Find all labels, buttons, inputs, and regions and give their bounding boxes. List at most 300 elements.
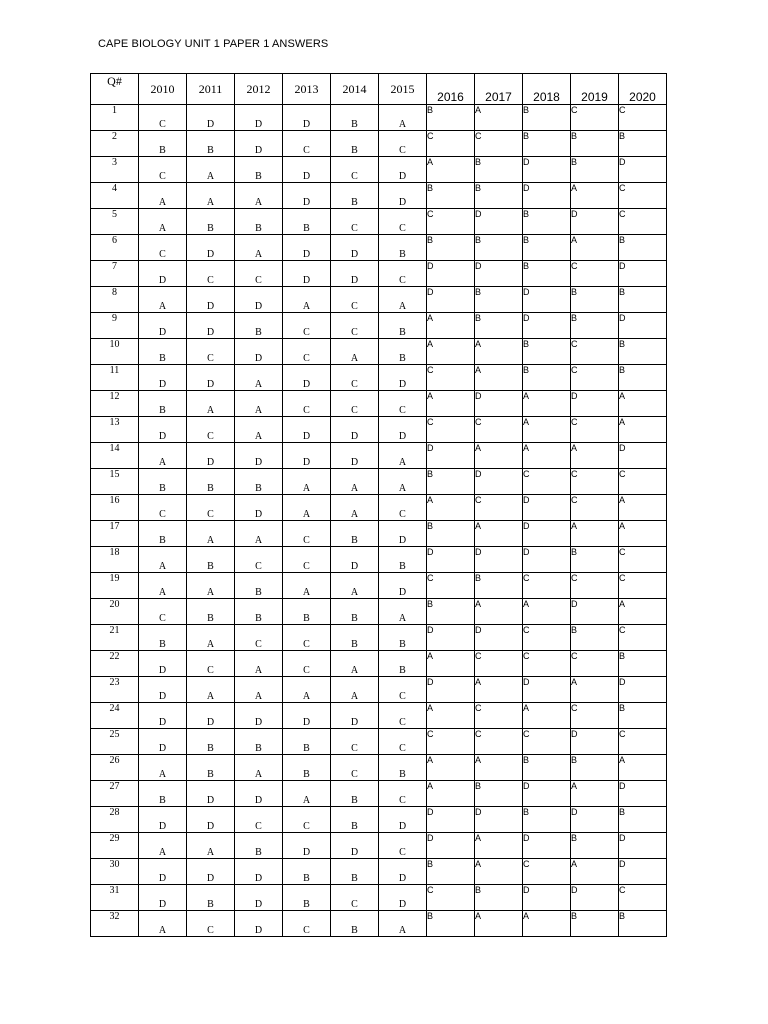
answer-cell: D	[331, 443, 379, 469]
answer-cell: D	[139, 807, 187, 833]
answer-cell: C	[619, 547, 667, 573]
answer-cell: C	[331, 755, 379, 781]
answer-cell: D	[283, 703, 331, 729]
answer-cell: D	[379, 573, 427, 599]
answer-cell: B	[619, 911, 667, 937]
question-number-cell: 19	[91, 573, 139, 599]
answer-cell: C	[379, 677, 427, 703]
answer-cell: B	[571, 755, 619, 781]
answer-cell: C	[619, 469, 667, 495]
answer-cell: C	[187, 417, 235, 443]
answer-cell: A	[283, 677, 331, 703]
answer-cell: B	[283, 209, 331, 235]
answer-cell: A	[187, 833, 235, 859]
question-number-cell: 13	[91, 417, 139, 443]
question-number-header: Q#	[91, 74, 139, 105]
answer-cell: D	[187, 703, 235, 729]
answer-table-body	[91, 105, 667, 937]
answer-cell: C	[283, 547, 331, 573]
answer-cell: D	[475, 547, 523, 573]
question-number-cell: 12	[91, 391, 139, 417]
answer-cell: A	[475, 365, 523, 391]
year-header: 2020	[619, 74, 667, 105]
answer-cell: D	[379, 885, 427, 911]
answer-cell: C	[571, 703, 619, 729]
answer-cell: C	[427, 131, 475, 157]
answer-cell: B	[523, 261, 571, 287]
answer-cell: B	[235, 209, 283, 235]
year-header: 2012	[235, 74, 283, 105]
answer-cell: A	[283, 573, 331, 599]
question-number-cell: 6	[91, 235, 139, 261]
table-row	[91, 313, 667, 339]
answer-cell: A	[427, 495, 475, 521]
table-row	[91, 521, 667, 547]
answer-cell: B	[139, 339, 187, 365]
answer-cell: B	[331, 859, 379, 885]
answer-cell: B	[475, 313, 523, 339]
answer-cell: B	[331, 599, 379, 625]
answer-cell: C	[379, 833, 427, 859]
answer-cell: D	[619, 157, 667, 183]
question-number-cell: 16	[91, 495, 139, 521]
table-row	[91, 573, 667, 599]
answer-cell: D	[235, 911, 283, 937]
answer-cell: D	[331, 833, 379, 859]
question-number-cell: 22	[91, 651, 139, 677]
table-row	[91, 625, 667, 651]
answer-cell: D	[523, 833, 571, 859]
answer-cell: D	[139, 729, 187, 755]
question-number-cell: 25	[91, 729, 139, 755]
year-header: 2016	[427, 74, 475, 105]
answer-cell: A	[283, 781, 331, 807]
table-row	[91, 859, 667, 885]
answer-cell: C	[331, 313, 379, 339]
answer-cell: B	[235, 573, 283, 599]
answer-cell: D	[523, 313, 571, 339]
answer-cell: A	[139, 443, 187, 469]
answer-cell: C	[523, 651, 571, 677]
answer-cell: A	[187, 573, 235, 599]
answer-cell: D	[475, 209, 523, 235]
question-number-cell: 30	[91, 859, 139, 885]
question-number-cell: 27	[91, 781, 139, 807]
question-number-cell: 24	[91, 703, 139, 729]
answer-cell: D	[283, 235, 331, 261]
answer-cell: D	[283, 417, 331, 443]
answer-cell: C	[283, 625, 331, 651]
answer-cell: B	[283, 755, 331, 781]
answer-cell: D	[523, 157, 571, 183]
answer-cell: B	[571, 625, 619, 651]
answer-cell: D	[139, 313, 187, 339]
answer-cell: B	[523, 755, 571, 781]
answer-cell: C	[619, 729, 667, 755]
table-row	[91, 781, 667, 807]
answer-cell: D	[187, 365, 235, 391]
answer-cell: C	[283, 807, 331, 833]
table-row	[91, 365, 667, 391]
answer-cell: C	[331, 391, 379, 417]
question-number-cell: 9	[91, 313, 139, 339]
answer-cell: B	[427, 105, 475, 131]
answer-cell: C	[283, 911, 331, 937]
answer-cell: A	[235, 651, 283, 677]
answer-cell: D	[235, 287, 283, 313]
answer-cell: B	[235, 157, 283, 183]
answer-cell: B	[379, 625, 427, 651]
answer-cell: B	[139, 781, 187, 807]
answer-cell: C	[331, 157, 379, 183]
answer-cell: D	[427, 287, 475, 313]
table-row	[91, 469, 667, 495]
answer-cell: C	[187, 261, 235, 287]
answer-cell: A	[235, 755, 283, 781]
answer-cell: D	[619, 833, 667, 859]
answer-cell: A	[475, 859, 523, 885]
question-number-cell: 3	[91, 157, 139, 183]
answer-cell: A	[523, 703, 571, 729]
answer-cell: B	[379, 547, 427, 573]
answer-cell: A	[427, 157, 475, 183]
answer-cell: A	[475, 105, 523, 131]
answer-cell: D	[331, 261, 379, 287]
answer-cell: C	[331, 365, 379, 391]
answer-cell: B	[619, 339, 667, 365]
answer-cell: B	[427, 521, 475, 547]
answer-cell: A	[379, 469, 427, 495]
answer-cell: B	[235, 313, 283, 339]
answer-cell: A	[379, 287, 427, 313]
answer-cell: B	[235, 729, 283, 755]
answer-cell: C	[139, 235, 187, 261]
answer-cell: C	[331, 209, 379, 235]
table-row	[91, 703, 667, 729]
answer-cell: D	[187, 807, 235, 833]
answer-cell: D	[235, 859, 283, 885]
answer-cell: A	[139, 209, 187, 235]
answer-cell: D	[619, 677, 667, 703]
answer-cell: C	[427, 209, 475, 235]
answer-cell: B	[523, 365, 571, 391]
question-number-cell: 31	[91, 885, 139, 911]
answer-cell: C	[427, 573, 475, 599]
answer-cell: B	[379, 651, 427, 677]
answer-cell: A	[187, 183, 235, 209]
table-row	[91, 287, 667, 313]
answer-cell: D	[523, 183, 571, 209]
answer-cell: C	[379, 131, 427, 157]
answer-cell: D	[235, 339, 283, 365]
answer-cell: C	[379, 391, 427, 417]
answer-cell: A	[619, 755, 667, 781]
answer-cell: B	[187, 547, 235, 573]
answer-cell: B	[427, 859, 475, 885]
answer-cell: C	[571, 339, 619, 365]
answer-cell: A	[619, 521, 667, 547]
answer-cell: A	[283, 495, 331, 521]
table-row	[91, 209, 667, 235]
answer-cell: B	[619, 131, 667, 157]
answer-cell: D	[187, 443, 235, 469]
answer-cell: C	[523, 859, 571, 885]
answer-cell: B	[331, 807, 379, 833]
answer-cell: B	[619, 235, 667, 261]
answer-cell: D	[523, 547, 571, 573]
answer-cell: C	[331, 729, 379, 755]
answer-cell: A	[571, 781, 619, 807]
answer-cell: D	[571, 599, 619, 625]
answer-cell: B	[187, 755, 235, 781]
answer-cell: B	[235, 833, 283, 859]
answer-cell: C	[523, 469, 571, 495]
table-row	[91, 235, 667, 261]
question-number-cell: 5	[91, 209, 139, 235]
answer-cell: D	[379, 807, 427, 833]
answer-cell: A	[235, 391, 283, 417]
answer-cell: C	[427, 365, 475, 391]
answer-cell: A	[475, 833, 523, 859]
answer-cell: A	[475, 443, 523, 469]
answer-cell: B	[235, 469, 283, 495]
answer-cell: C	[379, 703, 427, 729]
answer-cell: A	[187, 625, 235, 651]
answer-cell: D	[235, 495, 283, 521]
answer-cell: B	[187, 885, 235, 911]
answer-cell: D	[187, 287, 235, 313]
answer-cell: B	[523, 235, 571, 261]
answer-cell: D	[571, 807, 619, 833]
answer-cell: A	[235, 235, 283, 261]
table-row	[91, 911, 667, 937]
answer-cell: A	[619, 495, 667, 521]
question-number-cell: 14	[91, 443, 139, 469]
answer-cell: A	[475, 755, 523, 781]
answer-cell: D	[331, 547, 379, 573]
answer-cell: B	[139, 469, 187, 495]
year-header: 2019	[571, 74, 619, 105]
question-number-cell: 8	[91, 287, 139, 313]
answer-cell: D	[427, 547, 475, 573]
year-header: 2010	[139, 74, 187, 105]
answer-cell: D	[283, 261, 331, 287]
answer-cell: B	[379, 339, 427, 365]
answer-cell: D	[427, 261, 475, 287]
answer-cell: D	[139, 859, 187, 885]
answer-cell: C	[139, 105, 187, 131]
answer-cell: B	[475, 287, 523, 313]
answer-cell: A	[523, 599, 571, 625]
answer-cell: B	[523, 339, 571, 365]
answer-cell: A	[571, 859, 619, 885]
answer-cell: D	[187, 859, 235, 885]
answer-cell: C	[235, 625, 283, 651]
answer-cell: B	[283, 599, 331, 625]
answer-cell: D	[427, 625, 475, 651]
answer-cell: A	[187, 391, 235, 417]
answer-cell: B	[475, 235, 523, 261]
question-number-cell: 32	[91, 911, 139, 937]
answer-cell: D	[235, 131, 283, 157]
answer-cell: C	[571, 469, 619, 495]
answer-cell: C	[475, 729, 523, 755]
answer-cell: A	[187, 521, 235, 547]
answer-cell: C	[571, 365, 619, 391]
answer-cell: D	[379, 183, 427, 209]
answer-cell: B	[283, 729, 331, 755]
table-row	[91, 547, 667, 573]
answer-cell: A	[571, 521, 619, 547]
answer-cell: B	[475, 573, 523, 599]
answer-cell: D	[235, 781, 283, 807]
answer-cell: A	[283, 469, 331, 495]
answer-cell: D	[523, 521, 571, 547]
answer-cell: A	[331, 469, 379, 495]
answer-cell: D	[619, 443, 667, 469]
answer-cell: C	[283, 521, 331, 547]
answer-cell: C	[619, 183, 667, 209]
year-header: 2018	[523, 74, 571, 105]
answer-cell: C	[283, 391, 331, 417]
answer-cell: C	[235, 547, 283, 573]
answer-cell: D	[619, 313, 667, 339]
answer-cell: D	[139, 417, 187, 443]
answer-cell: C	[139, 495, 187, 521]
answer-cell: C	[571, 573, 619, 599]
answer-cell: B	[331, 105, 379, 131]
question-number-cell: 28	[91, 807, 139, 833]
answer-cell: A	[475, 677, 523, 703]
answer-cell: B	[619, 703, 667, 729]
answer-cell: C	[187, 911, 235, 937]
answer-cell: B	[475, 885, 523, 911]
answer-cell: C	[379, 495, 427, 521]
answer-cell: D	[235, 105, 283, 131]
answer-cell: A	[523, 443, 571, 469]
answer-cell: C	[187, 495, 235, 521]
table-row	[91, 157, 667, 183]
answer-cell: A	[427, 391, 475, 417]
answer-cell: D	[475, 625, 523, 651]
answer-cell: B	[427, 911, 475, 937]
answer-cell: A	[475, 599, 523, 625]
table-row	[91, 651, 667, 677]
table-row	[91, 599, 667, 625]
answer-cell: D	[187, 781, 235, 807]
answer-cell: A	[427, 651, 475, 677]
answer-cell: D	[235, 443, 283, 469]
answer-cell: D	[331, 417, 379, 443]
answer-cell: A	[427, 755, 475, 781]
answer-cell: A	[619, 599, 667, 625]
answer-cell: D	[523, 495, 571, 521]
answer-cell: D	[523, 677, 571, 703]
answer-cell: C	[187, 339, 235, 365]
table-row	[91, 105, 667, 131]
question-number-cell: 26	[91, 755, 139, 781]
answer-cell: B	[379, 313, 427, 339]
answer-cell: C	[139, 599, 187, 625]
answer-cell: C	[475, 131, 523, 157]
table-row	[91, 807, 667, 833]
answer-cell: B	[475, 781, 523, 807]
answer-cell: D	[331, 703, 379, 729]
year-header: 2011	[187, 74, 235, 105]
answer-cell: A	[139, 755, 187, 781]
answer-cell: D	[523, 781, 571, 807]
answer-cell: B	[187, 599, 235, 625]
answer-cell: A	[139, 911, 187, 937]
year-header: 2014	[331, 74, 379, 105]
answer-cell: C	[427, 729, 475, 755]
answer-cell: B	[523, 105, 571, 131]
answer-cell: D	[283, 365, 331, 391]
table-row	[91, 729, 667, 755]
answer-cell: C	[283, 651, 331, 677]
answer-cell: D	[283, 105, 331, 131]
answer-cell: B	[427, 599, 475, 625]
answer-cell: C	[427, 885, 475, 911]
question-number-cell: 21	[91, 625, 139, 651]
table-row	[91, 131, 667, 157]
answer-cell: B	[427, 235, 475, 261]
answer-cell: A	[619, 391, 667, 417]
question-number-cell: 11	[91, 365, 139, 391]
answer-cell: D	[571, 729, 619, 755]
answer-cell: D	[283, 443, 331, 469]
table-row	[91, 183, 667, 209]
answer-cell: D	[379, 157, 427, 183]
answer-cell: B	[139, 521, 187, 547]
answer-cell: C	[331, 885, 379, 911]
answer-cell: D	[139, 703, 187, 729]
answer-cell: B	[283, 885, 331, 911]
question-number-cell: 15	[91, 469, 139, 495]
answer-cell: C	[427, 417, 475, 443]
answer-cell: A	[427, 313, 475, 339]
answer-cell: A	[571, 443, 619, 469]
answer-cell: B	[523, 131, 571, 157]
answer-cell: C	[331, 287, 379, 313]
answer-cell: A	[427, 703, 475, 729]
answer-cell: D	[283, 157, 331, 183]
answer-cell: D	[379, 521, 427, 547]
question-number-cell: 1	[91, 105, 139, 131]
question-number-cell: 18	[91, 547, 139, 573]
question-number-cell: 23	[91, 677, 139, 703]
answer-cell: C	[379, 729, 427, 755]
answer-cell: B	[331, 781, 379, 807]
answer-cell: B	[187, 729, 235, 755]
answer-cell: A	[139, 833, 187, 859]
answer-cell: A	[523, 391, 571, 417]
answer-cell: D	[427, 807, 475, 833]
answer-cell: B	[571, 287, 619, 313]
answer-cell: B	[571, 833, 619, 859]
answer-cell: A	[187, 157, 235, 183]
answer-cell: C	[523, 573, 571, 599]
answer-cell: A	[235, 183, 283, 209]
answer-cell: D	[379, 417, 427, 443]
answer-cell: D	[619, 859, 667, 885]
table-row	[91, 443, 667, 469]
answer-cell: B	[331, 183, 379, 209]
answer-cell: C	[283, 131, 331, 157]
question-number-cell: 20	[91, 599, 139, 625]
answer-cell: A	[139, 547, 187, 573]
answer-cell: D	[235, 885, 283, 911]
